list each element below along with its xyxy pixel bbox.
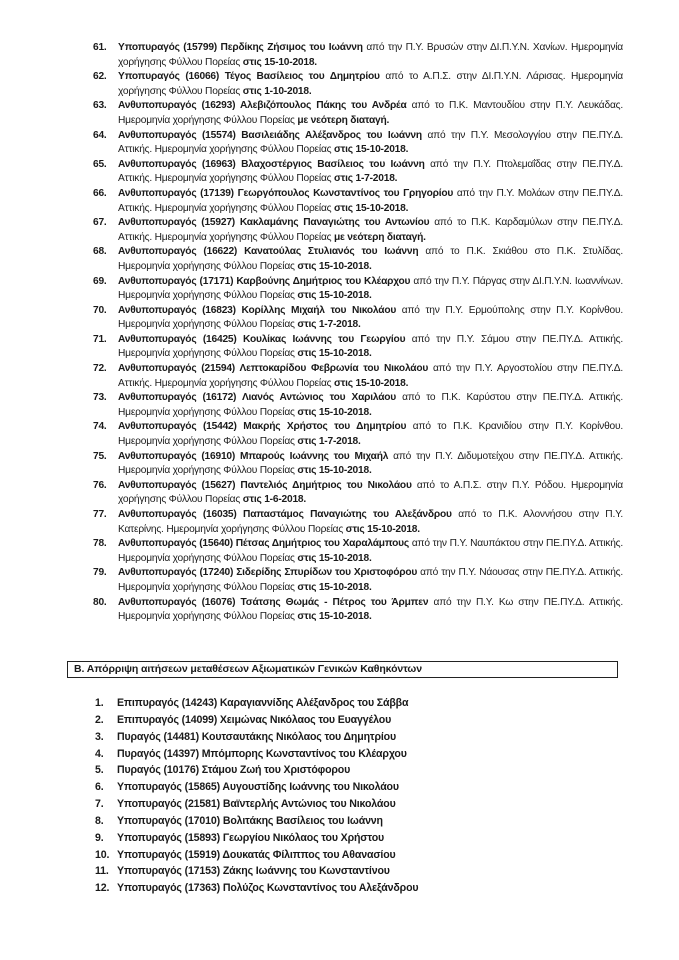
item-number: 65.	[93, 158, 107, 170]
transfer-details: από το Π.Κ. Καρύστου στην ΠΕ.ΠΥ.Δ. Αττικής. Ημερομηνία χορήγησης Φύλλου Πορείας	[118, 392, 623, 418]
officer-name: Υποπυραγός (17153) Ζάκης Ιωάννης του Κωνσταντίνου	[117, 865, 390, 878]
list-item	[93, 275, 623, 304]
officer-name: Ανθυποπυραγός (16425) Κουλίκας Ιωάννης του Γεωργίου	[118, 333, 406, 345]
travel-date: στις 1-10-2018.	[242, 85, 312, 97]
list-item	[95, 746, 418, 763]
item-number: 72.	[93, 363, 107, 375]
officer-name: Ανθυποπυραγός (16076) Τσάτσης Θωμάς - Πέτρος του Άρμπεν	[118, 596, 429, 608]
list-item	[95, 729, 418, 746]
travel-date: στις 1-7-2018.	[297, 319, 361, 331]
transfer-details: από την Π.Υ. Σάμου στην ΠΕ.ΠΥ.Δ. Αττικής. Ημερομηνία χορήγησης Φύλλου Πορείας	[118, 333, 623, 360]
travel-date: στις 15-10-2018.	[334, 144, 409, 156]
travel-date: στις 15-10-2018.	[334, 202, 409, 214]
transfer-list-a	[93, 41, 623, 625]
travel-date: στις 1-7-2018.	[297, 436, 361, 448]
travel-date: στις 15-10-2018.	[297, 260, 372, 272]
item-number: 66.	[93, 187, 107, 199]
officer-name: Επιπυραγός (14099) Χειμώνας Νικόλαος του Ευαγγέλου	[117, 713, 392, 726]
item-number: 78.	[93, 538, 107, 550]
travel-date: στις 15-10-2018.	[297, 465, 372, 477]
list-item	[93, 187, 623, 216]
list-item	[93, 537, 623, 566]
officer-name: Ανθυποπυραγός (16963) Βλαχοστέργιος Βασίλειος του Ιωάννη	[118, 158, 425, 170]
item-number: 77.	[93, 509, 107, 520]
list-item	[93, 245, 623, 274]
officer-name: Ανθυποπυραγός (16622) Κανατούλας Στυλιανός του Ιωάννη	[118, 246, 419, 258]
list-item	[95, 830, 418, 847]
list-item	[93, 508, 623, 537]
officer-name: Ανθυποπυραγός (15574) Βασιλειάδης Αλέξανδρος του Ιωάννη	[118, 129, 422, 141]
transfer-details: από την Π.Υ. Ναυπάκτου στην ΠΕ.ΠΥ.Δ. Αττικής. Ημερομηνία χορήγησης Φύλλου Πορείας	[118, 538, 623, 564]
item-number: 12.	[95, 882, 110, 895]
item-number: 5.	[95, 764, 104, 777]
officer-name: Ανθυποπυραγός (15627) Παντελιός Δημήτριος του Νικολάου	[118, 479, 412, 491]
list-item	[95, 695, 418, 712]
travel-date: στις 15-10-2018.	[297, 348, 372, 360]
transfer-details: από το Π.Κ. Αλοννήσου στην Π.Υ. Κατερίνης. Ημερομηνία χορήγησης Φύλλου Πορείας	[118, 509, 623, 535]
list-item	[93, 304, 623, 333]
travel-date: στις 15-10-2018.	[297, 290, 372, 302]
transfer-details: από το Π.Κ. Σκιάθου στο Π.Κ. Στυλίδας. Ημερομηνία χορήγησης Φύλλου Πορείας	[118, 246, 623, 272]
list-item	[93, 479, 623, 508]
officer-name: Υποπυραγός (21581) Βαϊντερλής Αντώνιος του Νικολάου	[117, 798, 396, 811]
item-number: 76.	[93, 479, 107, 491]
list-item	[93, 70, 623, 99]
list-item	[93, 216, 623, 245]
travel-date: στις 15-10-2018.	[297, 611, 372, 623]
list-item	[93, 596, 623, 625]
travel-date: στις 15-10-2018.	[297, 581, 372, 593]
officer-name: Ανθυποπυραγός (16035) Παπαστάμος Παναγιώτης του Αλεξάνδρου	[118, 509, 452, 520]
item-number: 80.	[93, 596, 107, 608]
list-item	[93, 129, 623, 158]
list-item	[95, 880, 418, 897]
travel-date: στις 1-7-2018.	[334, 173, 398, 185]
list-item	[93, 391, 623, 420]
item-number: 68.	[93, 246, 107, 258]
transfer-details: από την Π.Υ. Πτολεμαΐδας στην ΠΕ.ΠΥ.Δ. Αττικής. Ημερομηνία χορήγησης Φύλλου Πορείας	[118, 158, 623, 185]
item-number: 74.	[93, 421, 107, 433]
item-number: 11.	[95, 865, 109, 878]
list-item	[95, 863, 418, 880]
list-item	[93, 158, 623, 187]
item-number: 71.	[93, 333, 107, 345]
list-item	[93, 362, 623, 391]
item-number: 8.	[95, 814, 104, 827]
officer-name: Επιπυραγός (14243) Καραγιαννίδης Αλέξανδρος του Σάββα	[117, 697, 409, 709]
officer-name: Πυραγός (10176) Στάμου Ζωή του Χριστόφορου	[117, 764, 351, 777]
officer-name: Ανθυποπυραγός (15927) Κακλαμάνης Παναγιώτης του Αντωνίου	[118, 217, 430, 229]
list-item	[93, 99, 623, 128]
item-number: 9.	[95, 831, 104, 844]
list-item	[93, 41, 623, 70]
transfer-details: από την Π.Υ. Βρυσών στην ΔΙ.Π.Υ.Ν. Χανίων. Ημερομηνία χορήγησης Φύλλου Πορείας	[118, 42, 623, 68]
list-item	[95, 796, 418, 813]
officer-name: Πυραγός (14397) Μπόμπορης Κωνσταντίνος του Κλέαρχου	[117, 747, 407, 760]
item-number: 4.	[95, 747, 104, 760]
officer-name: Ανθυποπυραγός (16910) Μπαρούς Ιωάννης του Μιχαήλ	[118, 450, 389, 462]
officer-name: Υποπυραγός (15893) Γεωργίου Νικόλαος του Χρήστου	[117, 831, 385, 844]
travel-date: στις 15-10-2018.	[297, 552, 372, 564]
transfer-details: από το Α.Π.Σ. στην ΔΙ.Π.Υ.Ν. Λάρισας. Ημερομηνία χορήγησης Φύλλου Πορείας	[118, 71, 623, 97]
item-number: 7.	[95, 798, 104, 811]
travel-date: στις 15-10-2018.	[345, 523, 420, 535]
transfer-details: από την Π.Υ. Κω στην ΠΕ.ΠΥ.Δ. Αττικής. Ημερομηνία χορήγησης Φύλλου Πορείας	[118, 596, 623, 623]
item-number: 61.	[93, 42, 107, 53]
officer-name: Πυραγός (14481) Κουτσαυτάκης Νικόλαος του Δημητρίου	[117, 730, 397, 743]
transfer-details: από την Π.Υ. Μεσολογγίου στην ΠΕ.ΠΥ.Δ. Αττικής. Ημερομηνία χορήγησης Φύλλου Πορείας	[118, 129, 623, 156]
officer-name: Υποπυραγός (16066) Τέγος Βασίλειος του Δημητρίου	[118, 71, 380, 83]
list-item	[95, 779, 418, 796]
item-number: 10.	[95, 848, 110, 861]
transfer-details: από το Π.Κ. Μαντουδίου στην Π.Υ. Λευκάδας. Ημερομηνία χορήγησης Φύλλου Πορείας	[118, 100, 623, 126]
travel-date: στις 15-10-2018.	[242, 56, 317, 68]
travel-date: στις 1-6-2018.	[242, 494, 307, 506]
transfer-details: από το Α.Π.Σ. στην Π.Υ. Ρόδου. Ημερομηνία χορήγησης Φύλλου Πορείας	[118, 479, 623, 506]
item-number: 70.	[93, 304, 107, 316]
officer-name: Ανθυποπυραγός (17240) Σιδερίδης Σπυρίδων του Χριστοφόρου	[118, 567, 418, 579]
item-number: 62.	[93, 71, 107, 83]
travel-date: στις 15-10-2018.	[334, 377, 409, 389]
list-item	[95, 847, 418, 864]
transfer-details: από την Π.Υ. Πάργας στην ΔΙ.Π.Υ.Ν. Ιωαννίνων. Ημερομηνία χορήγησης Φύλλου Πορείας	[118, 275, 623, 302]
list-item	[93, 420, 623, 449]
officer-name: Ανθυποπυραγός (15640) Πέτσας Δημήτριος του Χαραλάμπους	[118, 538, 410, 550]
item-number: 69.	[93, 275, 107, 287]
travel-date: στις 15-10-2018.	[297, 406, 372, 418]
item-number: 75.	[93, 450, 107, 462]
transfer-details: από την Π.Υ. Μολάων στην ΠΕ.ΠΥ.Δ. Αττικής. Ημερομηνία χορήγησης Φύλλου Πορείας	[118, 187, 623, 214]
item-number: 79.	[93, 567, 107, 579]
list-item	[95, 813, 418, 830]
list-item	[93, 566, 623, 595]
item-number: 6.	[95, 781, 104, 794]
item-number: 1.	[95, 697, 104, 709]
transfer-details: από το Π.Κ. Κρανιδίου στην Π.Υ. Κορίνθου. Ημερομηνία χορήγησης Φύλλου Πορείας	[118, 421, 623, 448]
item-number: 63.	[93, 100, 107, 112]
list-item	[93, 450, 623, 479]
item-number: 64.	[93, 129, 107, 141]
item-number: 73.	[93, 392, 107, 404]
officer-name: Υποπυραγός (15865) Αυγουστίδης Ιωάννης του Νικολάου	[117, 781, 399, 794]
transfer-details: από την Π.Υ. Νάουσας στην ΠΕ.ΠΥ.Δ. Αττικής. Ημερομηνία χορήγησης Φύλλου Πορείας	[118, 567, 623, 593]
list-item	[95, 762, 418, 779]
officer-name: Ανθυποπυραγός (21594) Λεπτοκαρίδου Φεβρωνία του Νικολάου	[118, 363, 429, 375]
section-b-heading: Β. Απόρριψη αιτήσεων μεταθέσεων Αξιωματικών Γενικών Καθηκόντων	[67, 661, 618, 678]
transfer-details: από την Π.Υ. Ερμούπολης στην Π.Υ. Κορίνθου. Ημερομηνία χορήγησης Φύλλου Πορείας	[118, 304, 623, 331]
transfer-details: από την Π.Υ. Διδυμοτείχου στην ΠΕ.ΠΥ.Δ. Αττικής. Ημερομηνία χορήγησης Φύλλου Πορείας	[118, 450, 623, 477]
officer-name: Ανθυποπυραγός (17171) Καρβούνης Δημήτριος του Κλέαρχου	[118, 275, 411, 287]
officer-name: Ανθυποπυραγός (16293) Αλεβιζόπουλος Πάκης του Ανδρέα	[118, 100, 407, 112]
item-number: 67.	[93, 217, 107, 229]
travel-date: με νεότερη διαταγή.	[334, 231, 426, 243]
officer-name: Υποπυραγός (15799) Περδίκης Ζήσιμος του Ιωάννη	[118, 42, 363, 53]
list-item	[93, 333, 623, 362]
officer-name: Υποπυραγός (17363) Πολύζος Κωνσταντίνος του Αλεξάνδρου	[117, 882, 419, 895]
officer-name: Υποπυραγός (15919) Δουκατάς Φίλιππος του Αθανασίου	[117, 848, 396, 861]
officer-name: Υποπυραγός (17010) Βολιτάκης Βασίλειος του Ιωάννη	[117, 814, 383, 827]
rejected-requests-list	[95, 695, 418, 897]
item-number: 2.	[95, 713, 104, 726]
officer-name: Ανθυποπυραγός (17139) Γεωργόπουλος Κωνσταντίνος του Γρηγορίου	[118, 187, 454, 199]
transfer-details: από την Π.Υ. Αργοστολίου στην ΠΕ.ΠΥ.Δ. Αττικής. Ημερομηνία χορήγησης Φύλλου Πορείας	[118, 363, 623, 389]
officer-name: Ανθυποπυραγός (16823) Κορίλλης Μιχαήλ του Νικολάου	[118, 304, 397, 316]
officer-name: Ανθυποπυραγός (16172) Λιανός Αντώνιος του Χαριλάου	[118, 392, 397, 404]
item-number: 3.	[95, 730, 104, 743]
transfer-details: από το Π.Κ. Καρδαμύλων στην ΠΕ.ΠΥ.Δ. Αττικής. Ημερομηνία χορήγησης Φύλλου Πορείας	[118, 217, 623, 243]
list-item	[95, 712, 418, 729]
officer-name: Ανθυποπυραγός (15442) Μακρής Χρήστος του Δημητρίου	[118, 421, 407, 433]
travel-date: με νεότερη διαταγή.	[297, 114, 390, 126]
